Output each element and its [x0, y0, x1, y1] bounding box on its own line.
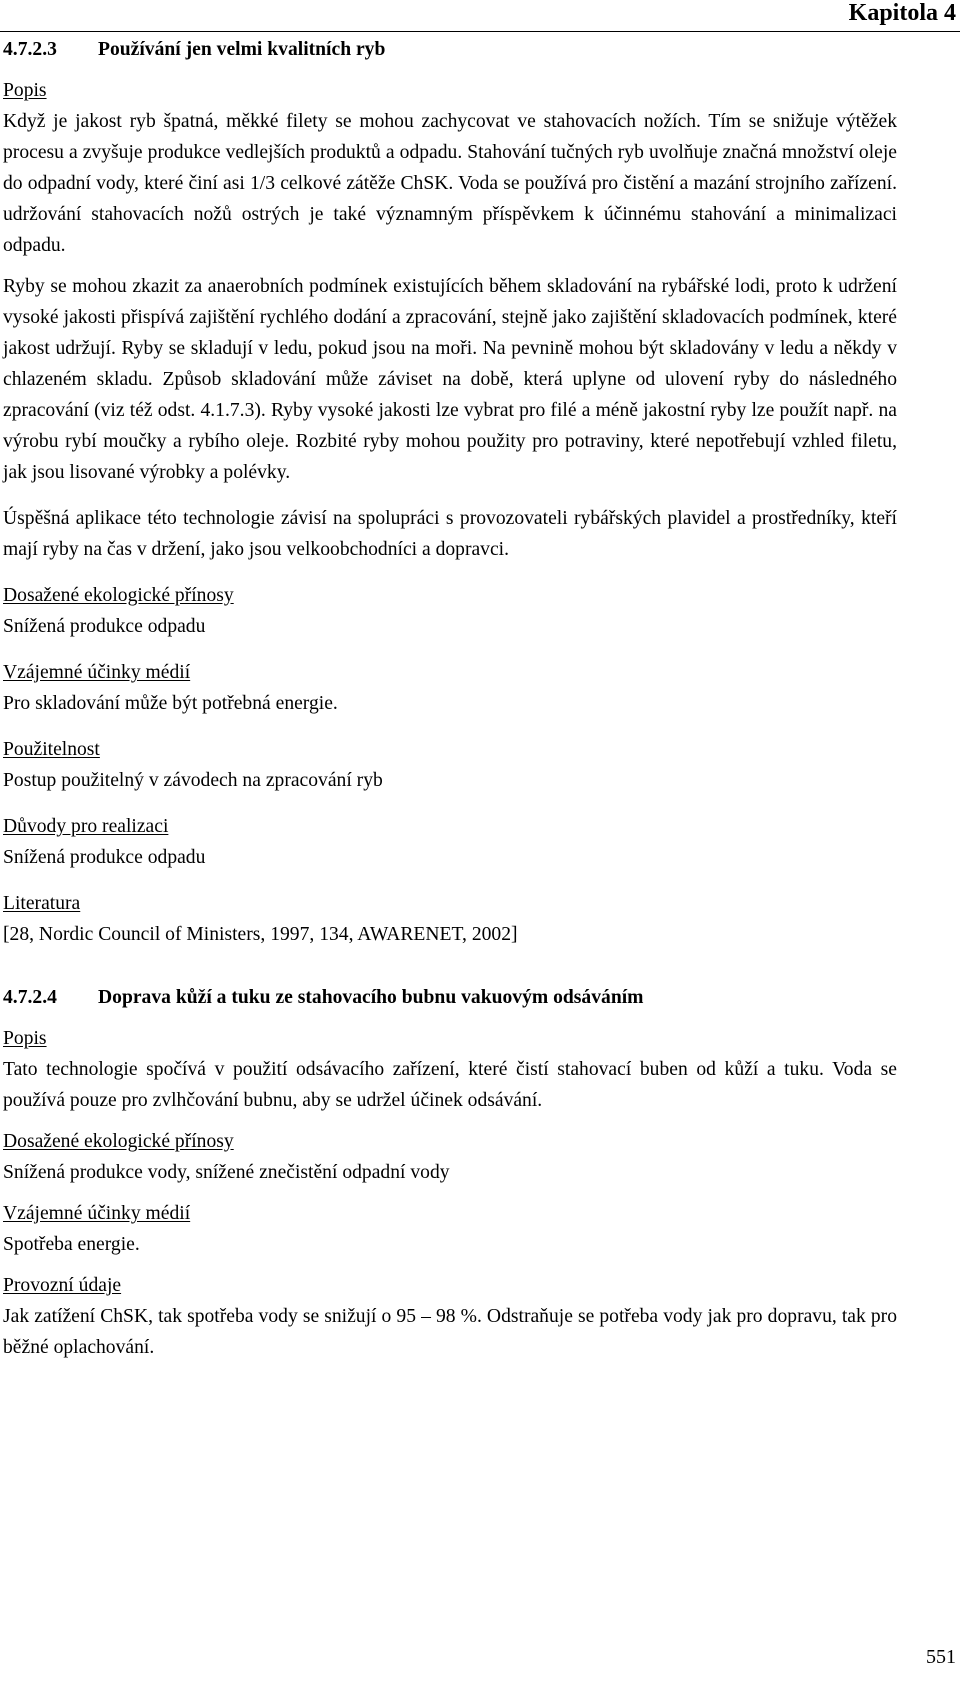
section-number: 4.7.2.3 — [3, 39, 57, 60]
operational-data-text: Jak zatížení ChSK, tak spotřeba vody se snižují o 95 – 98 %. Odstraňuje se potřeba vody jak pro dopravu, tak pro běžné oplachování. — [3, 1306, 897, 1358]
page-header — [0, 0, 960, 34]
popis-paragraph-3: Úspěšná aplikace této technologie závisí na spolupráci s provozovateli rybářských plavidel a prostředníky, kteří mají ryby na čas v držení, jako jsou velkoobchodníci a dopravci. — [3, 508, 897, 560]
operational-data-heading: Provozní údaje — [3, 1275, 122, 1296]
section-heading-4-7-2-4 — [3, 982, 897, 1013]
benefits-text: Snížená produkce vody, snížené znečistění odpadní vody — [3, 1162, 450, 1183]
cross-media-text: Spotřeba energie. — [3, 1234, 140, 1255]
chapter-label: Kapitola 4 — [848, 0, 956, 26]
section-title: Doprava kůží a tuku ze stahovacího bubnu vakuovým odsáváním — [98, 987, 644, 1008]
popis-heading: Popis — [3, 80, 47, 101]
page-content — [3, 34, 897, 1363]
popis-heading: Popis — [3, 1028, 47, 1049]
cross-media-text: Pro skladování může být potřebná energie. — [3, 693, 338, 714]
reasons-heading: Důvody pro realizaci — [3, 816, 169, 837]
applicability-heading: Použitelnost — [3, 739, 100, 760]
cross-media-heading: Vzájemné účinky médií — [3, 662, 191, 683]
popis-text: Tato technologie spočívá v použití odsávacího zařízení, které čistí stahovací buben od kůží a tuku. Voda se používá pouze pro zvlhčování bubnu, aby se udržel účinek odsávání. — [3, 1059, 897, 1111]
applicability-text: Postup použitelný v závodech na zpracování ryb — [3, 770, 383, 791]
page-number: 551 — [926, 1646, 956, 1668]
benefits-heading: Dosažené ekologické přínosy — [3, 585, 234, 606]
section-title: Používání jen velmi kvalitních ryb — [98, 39, 386, 60]
section-heading-4-7-2-3 — [3, 34, 897, 65]
reasons-text: Snížená produkce odpadu — [3, 847, 206, 868]
popis-paragraph-1: Když je jakost ryb špatná, měkké filety se mohou zachycovat ve stahovacích nožích. Tím se snižuje výtěžek procesu a zvyšuje produkce vedlejších produktů a odpadu. Stahování tučných ryb uvolňuje značná množství oleje do odpadní vody, které činí asi 1/3 celkové zátěže ChSK. Voda se používá pro čistění a mazání strojního zařízení. udržování stahovacích nožů ostrých je také významným příspěvkem k účinnému stahování a minimalizaci odpadu. — [3, 111, 897, 256]
popis-paragraph-2: Ryby se mohou zkazit za anaerobních podmínek existujících během skladování na rybářské lodi, proto k udržení vysoké jakosti přispívá zajištění rychlého dodání a zpracování, stejně jako zajištění skladovacích podmínek, které jakost udržují. Ryby se skladují v ledu, pokud jsou na moři. Na pevnině mohou být skladovány v ledu a někdy v chlazeném skladu. Způsob skladování může záviset na době, která uplyne od ulovení ryby do následného zpracování (viz též odst. 4.1.7.3). Ryby vysoké jakosti lze vybrat pro filé a méně jakostní ryby lze použít např. na výrobu rybí moučky a rybího oleje. Rozbité ryby mohou použity pro potraviny, které nepotřebují vzhled filetu, jak jsou lisované výrobky a polévky. — [3, 276, 897, 483]
cross-media-heading: Vzájemné účinky médií — [3, 1203, 191, 1224]
literature-heading: Literatura — [3, 893, 81, 914]
benefits-text: Snížená produkce odpadu — [3, 616, 206, 637]
benefits-heading: Dosažené ekologické přínosy — [3, 1131, 234, 1152]
section-number: 4.7.2.4 — [3, 987, 57, 1008]
literature-text: [28, Nordic Council of Ministers, 1997, 134, AWARENET, 2002] — [3, 924, 518, 945]
header-rule — [0, 31, 960, 32]
